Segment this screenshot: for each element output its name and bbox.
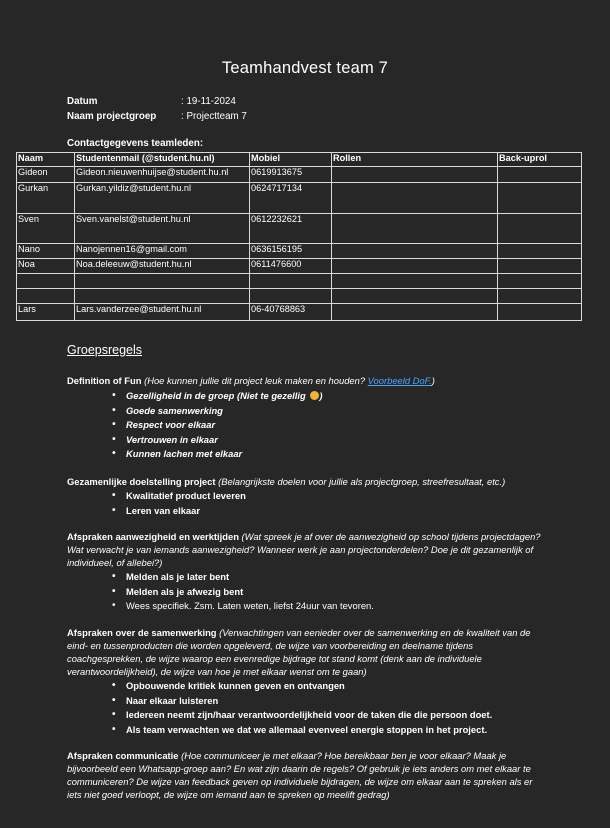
table-cell: Lars: [17, 304, 75, 321]
table-row: [17, 289, 582, 304]
table-cell: Lars.vanderzee@student.hu.nl: [75, 304, 250, 321]
list-item: • Melden als je later bent: [126, 570, 374, 585]
table-cell: Nanojennen16@gmail.com: [75, 244, 250, 259]
table-cell: [332, 289, 498, 304]
table-cell: Sven.vanelst@student.hu.nl: [75, 214, 250, 244]
meta-value: : 19-11-2024: [181, 96, 236, 107]
fun-list: [126, 389, 322, 462]
table-cell: Gideon: [17, 167, 75, 183]
grin-emoji-icon: [310, 391, 319, 400]
list-item: • Gezelligheid in de groep (Niet te gezellig ): [126, 389, 322, 404]
table-cell: 0636156195: [250, 244, 332, 259]
collab-label: Afspraken over de samenwerking: [67, 627, 217, 638]
meta-label: Naam projectgroep: [67, 111, 157, 122]
list-item: • Goede samenwerking: [126, 404, 322, 419]
table-row: [17, 274, 582, 289]
section-title: Groepsregels: [67, 343, 143, 357]
table-header: Mobiel: [250, 153, 332, 167]
document-title: Teamhandvest team 7: [221, 59, 389, 77]
table-cell: [498, 214, 582, 244]
table-cell: Nano: [17, 244, 75, 259]
table-cell: [75, 274, 250, 289]
table-cell: [250, 289, 332, 304]
table-cell: [332, 274, 498, 289]
presence-list: [126, 570, 374, 614]
table-cell: [17, 274, 75, 289]
contacts-table: [16, 152, 582, 321]
table-cell: [17, 289, 75, 304]
table-cell: 0612232621: [250, 214, 332, 244]
table-header: Naam: [17, 153, 75, 167]
table-header-row: [17, 153, 582, 167]
table-row: [17, 214, 582, 244]
list-item: • Naar elkaar luisteren: [126, 694, 492, 709]
fun-close: ): [431, 375, 435, 386]
collab-paragraph: [67, 626, 547, 678]
list-item: • Melden als je afwezig bent: [126, 585, 374, 600]
list-item: • Vertrouwen in elkaar: [126, 433, 322, 448]
meta-value: : Projectteam 7: [181, 111, 247, 122]
list-item: • Als team verwachten we dat we allemaal evenveel energie stoppen in het project.: [126, 723, 492, 738]
table-cell: [498, 244, 582, 259]
table-header: Back-uprol: [498, 153, 582, 167]
table-cell: [332, 214, 498, 244]
table-cell: [498, 274, 582, 289]
list-item: • Kunnen lachen met elkaar: [126, 447, 322, 462]
table-cell: [332, 244, 498, 259]
dof-example-link[interactable]: Voorbeeld DoF.: [367, 375, 432, 386]
list-item: • Leren van elkaar: [126, 504, 246, 519]
table-cell: Noa: [17, 259, 75, 274]
table-cell: Noa.deleeuw@student.hu.nl: [75, 259, 250, 274]
list-item: • Kwalitatief product leveren: [126, 489, 246, 504]
comm-question: (Hoe communiceer je met elkaar? Hoe bereikbaar ben je voor elkaar? Maak je bijvoorbeeld een Whatsapp-groep aan? En wat zijn daarin de regels? Of gebruik je iets anders om met elkaar te communiceren? De wijze van feedback geven op individuele bijdragen, de wijze om elkaar aan te spreken als er iets niet goed verloopt, de wijze om iemand aan te spreken op meelift gedrag): [67, 750, 533, 800]
table-cell: [332, 167, 498, 183]
comm-label: Afspraken communicatie: [67, 750, 179, 761]
contact-heading: Contactgegevens teamleden:: [67, 138, 204, 149]
goal-list: [126, 489, 246, 518]
fun-paragraph: [67, 374, 547, 387]
table-row: [17, 183, 582, 214]
goal-paragraph: [67, 475, 547, 488]
table-cell: 06-40768863: [250, 304, 332, 321]
fun-label: Definition of Fun: [67, 375, 142, 386]
fun-question: (Hoe kunnen jullie dit project leuk maken en houden?: [141, 375, 368, 386]
table-cell: [498, 289, 582, 304]
table-cell: 0624717134: [250, 183, 332, 214]
table-row: [17, 244, 582, 259]
meta-label: Datum: [67, 96, 98, 107]
table-row: [17, 259, 582, 274]
collab-list: [126, 679, 492, 737]
goal-label: Gezamenlijke doelstelling project: [67, 476, 216, 487]
table-cell: [332, 304, 498, 321]
comm-paragraph: [67, 749, 547, 801]
table-cell: [332, 259, 498, 274]
presence-question: (Wat spreek je af over de aanwezigheid op school tijdens projectdagen? Wat verwacht je van iemands aanwezigheid? Wanneer werk je aan projectonderdelen? Doe je dit gezamenlijk of individueel, of allebei?): [67, 531, 541, 568]
table-row: [17, 167, 582, 183]
table-cell: 0619913675: [250, 167, 332, 183]
table-cell: Gurkan.yildiz@student.hu.nl: [75, 183, 250, 214]
table-header: Rollen: [332, 153, 498, 167]
table-cell: [250, 274, 332, 289]
collab-question: (Verwachtingen van eenieder over de samenwerking en de kwaliteit van de eind- en tussenproducten die worden opgeleverd, de wijze van voorbereiding en deelname tijdens coachgesprekken, de wijze waarop een evenredige bijdrage tot stand komt (denk aan de individuele verantwoordelijkheid), de wijze van hoe je met elkaar wenst om te gaan): [67, 627, 531, 677]
table-cell: Gideon.nieuwenhuijse@student.hu.nl: [75, 167, 250, 183]
list-item: • Opbouwende kritiek kunnen geven en ontvangen: [126, 679, 492, 694]
presence-paragraph: [67, 530, 547, 569]
table-header: Studentenmail (@student.hu.nl): [75, 153, 250, 167]
table-cell: Sven: [17, 214, 75, 244]
table-cell: [75, 289, 250, 304]
list-item: • Iedereen neemt zijn/haar verantwoordelijkheid voor de taken die die persoon doet.: [126, 708, 492, 723]
table-row: [17, 304, 582, 321]
presence-label: Afspraken aanwezigheid en werktijden: [67, 531, 239, 542]
table-cell: Gurkan: [17, 183, 75, 214]
table-cell: [498, 183, 582, 214]
goal-question: (Belangrijkste doelen voor jullie als projectgroep, streefresultaat, etc.): [215, 476, 506, 487]
table-cell: [498, 304, 582, 321]
table-cell: [498, 259, 582, 274]
table-cell: 0611476600: [250, 259, 332, 274]
list-item: • Wees specifiek. Zsm. Laten weten, liefst 24uur van tevoren.: [126, 599, 374, 614]
list-item: • Respect voor elkaar: [126, 418, 322, 433]
table-cell: [332, 183, 498, 214]
table-cell: [498, 167, 582, 183]
